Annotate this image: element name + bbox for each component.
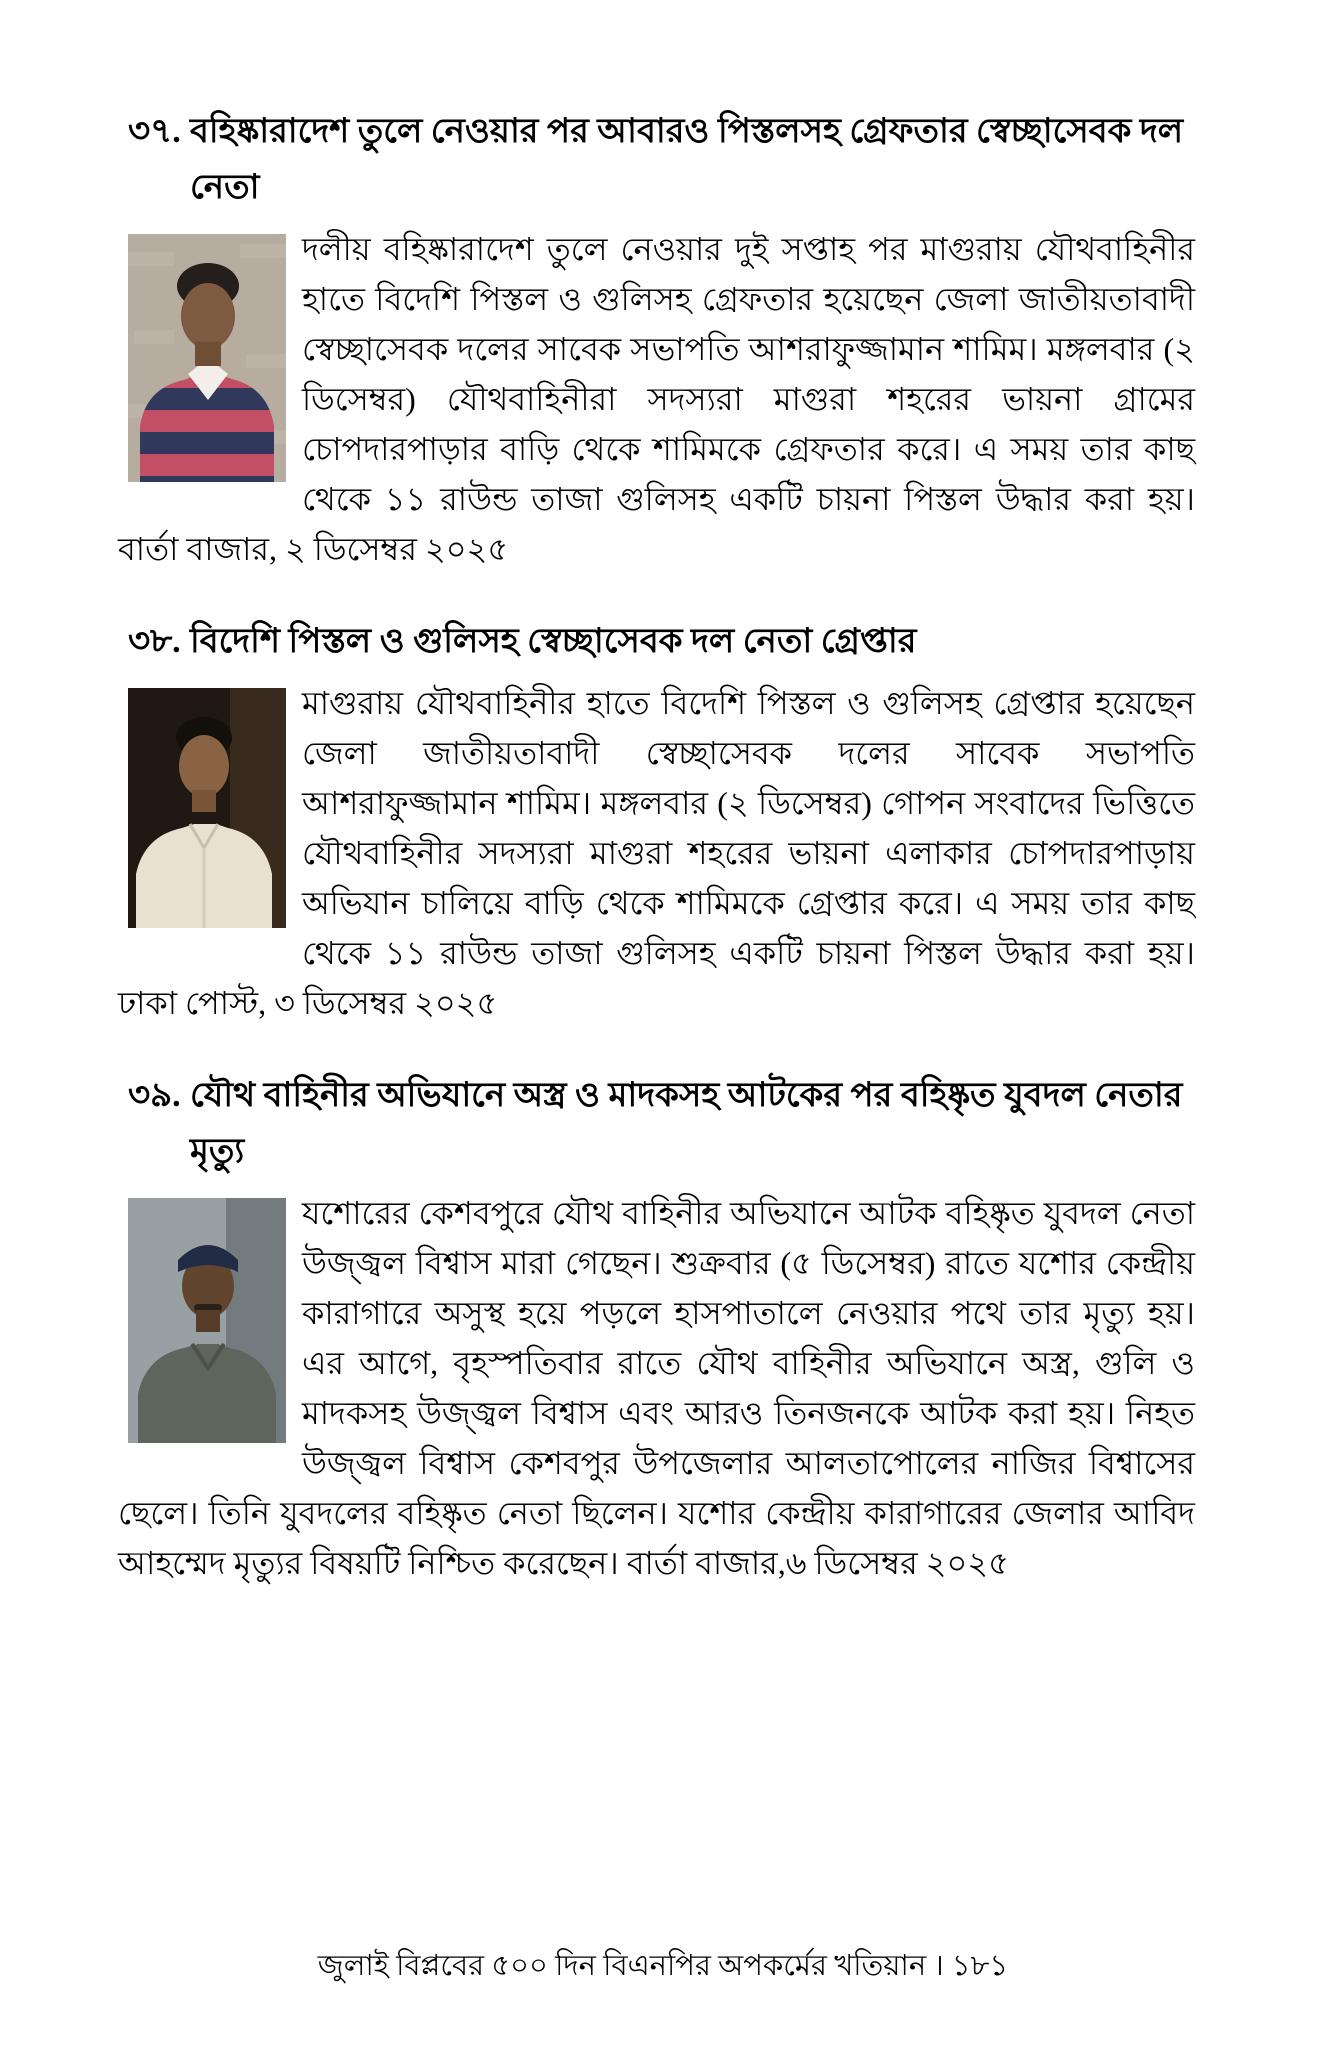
item-38-title — [128, 614, 1195, 670]
news-item-37 — [118, 104, 1195, 574]
item-39-title-text: যৌথ বাহিনীর অভিযানে অস্ত্র ও মাদকসহ আটকের পর বহিষ্কৃত যুবদল নেতার মৃত্যু — [190, 1077, 1183, 1170]
news-item-39 — [118, 1068, 1195, 1588]
item-38-title-text: বিদেশি পিস্তল ও গুলিসহ স্বেচ্ছাসেবক দল নেতা গ্রেপ্তার — [190, 623, 917, 660]
item-38-text: মাগুরায় যৌথবাহিনীর হাতে বিদেশি পিস্তল ও গুলিসহ গ্রেপ্তার হয়েছেন জেলা জাতীয়তাবাদী স্বেচ্ছাসেবক দলের সাবেক সভাপতি আশরাফুজ্জামান শামিম। মঙ্গলবার (২ ডিসেম্বর) গোপন সংবাদের ভিত্তিতে যৌথবাহিনীর সদস্যরা মাগুরা শহরের ভায়না এলাকার চোপদারপাড়ায় অভিযান চালিয়ে বাড়ি থেকে শামিমকে গ্রেপ্তার করে। এ সময় তার কাছ থেকে ১১ রাউন্ড তাজা গুলিসহ একটি চায়না পিস্তল উদ্ধার করা হয়। ঢাকা পোস্ট, ৩ ডিসেম্বর ২০২৫ — [118, 685, 1195, 1021]
item-37-text: দলীয় বহিষ্কারাদেশ তুলে নেওয়ার দুই সপ্তাহ পর মাগুরায় যৌথবাহিনীর হাতে বিদেশি পিস্তল ও গুলিসহ গ্রেফতার হয়েছেন জেলা জাতীয়তাবাদী স্বেচ্ছাসেবক দলের সাবেক সভাপতি আশরাফুজ্জামান শামিম। মঙ্গলবার (২ ডিসেম্বর) যৌথবাহিনীরা সদস্যরা মাগুরা শহরের ভায়না গ্রামের চোপদারপাড়ার বাড়ি থেকে শামিমকে গ্রেফতার করে। এ সময় তার কাছ থেকে ১১ রাউন্ড তাজা গুলিসহ একটি চায়না পিস্তল উদ্ধার করা হয়। বার্তা বাজার, ২ ডিসেম্বর ২০২৫ — [118, 231, 1195, 567]
item-39-number: ৩৯. — [128, 1077, 181, 1114]
item-39-title — [128, 1068, 1195, 1180]
striped-shirt-man-photo — [128, 234, 286, 482]
item-37-title — [128, 104, 1195, 216]
white-panjabi-man-photo — [128, 688, 286, 928]
item-39-body — [118, 1188, 1195, 1588]
news-item-38 — [118, 614, 1195, 1028]
page-footer — [0, 1943, 1326, 1992]
item-38-body — [118, 678, 1195, 1028]
item-38-portrait-photo — [128, 688, 286, 928]
footer-title: জুলাই বিপ্লবের ৫০০ দিন বিএনপির অপকর্মের খতিয়ান । — [317, 1950, 944, 1982]
capped-man-photo — [128, 1198, 286, 1443]
item-37-number: ৩৭. — [128, 113, 181, 150]
footer-page-number: ১৮১ — [951, 1950, 1009, 1982]
item-37-portrait-photo — [128, 234, 286, 482]
item-37-body — [118, 224, 1195, 574]
item-39-text: যশোরের কেশবপুরে যৌথ বাহিনীর অভিযানে আটক বহিষ্কৃত যুবদল নেতা উজ্জ্বল বিশ্বাস মারা গেছেন। শুক্রবার (৫ ডিসেম্বর) রাতে যশোর কেন্দ্রীয় কারাগারে অসুস্থ হয়ে পড়লে হাসপাতালে নেওয়ার পথে তার মৃত্যু হয়। এর আগে, বৃহস্পতিবার রাতে যৌথ বাহিনীর অভিযানে অস্ত্র, গুলি ও মাদকসহ উজ্জ্বল বিশ্বাস এবং আরও তিনজনকে আটক করা হয়। নিহত উজ্জ্বল বিশ্বাস কেশবপুর উপজেলার আলতাপোলের নাজির বিশ্বাসের ছেলে। তিনি যুবদলের বহিষ্কৃত নেতা ছিলেন। যশোর কেন্দ্রীয় কারাগারের জেলার আবিদ আহম্মেদ মৃত্যুর বিষয়টি নিশ্চিত করেছেন। বার্তা বাজার,৬ ডিসেম্বর ২০২৫ — [118, 1195, 1195, 1581]
item-37-title-text: বহিষ্কারাদেশ তুলে নেওয়ার পর আবারও পিস্তলসহ গ্রেফতার স্বেচ্ছাসেবক দল নেতা — [190, 113, 1184, 206]
item-38-number: ৩৮. — [128, 623, 181, 660]
item-39-portrait-photo — [128, 1198, 286, 1443]
